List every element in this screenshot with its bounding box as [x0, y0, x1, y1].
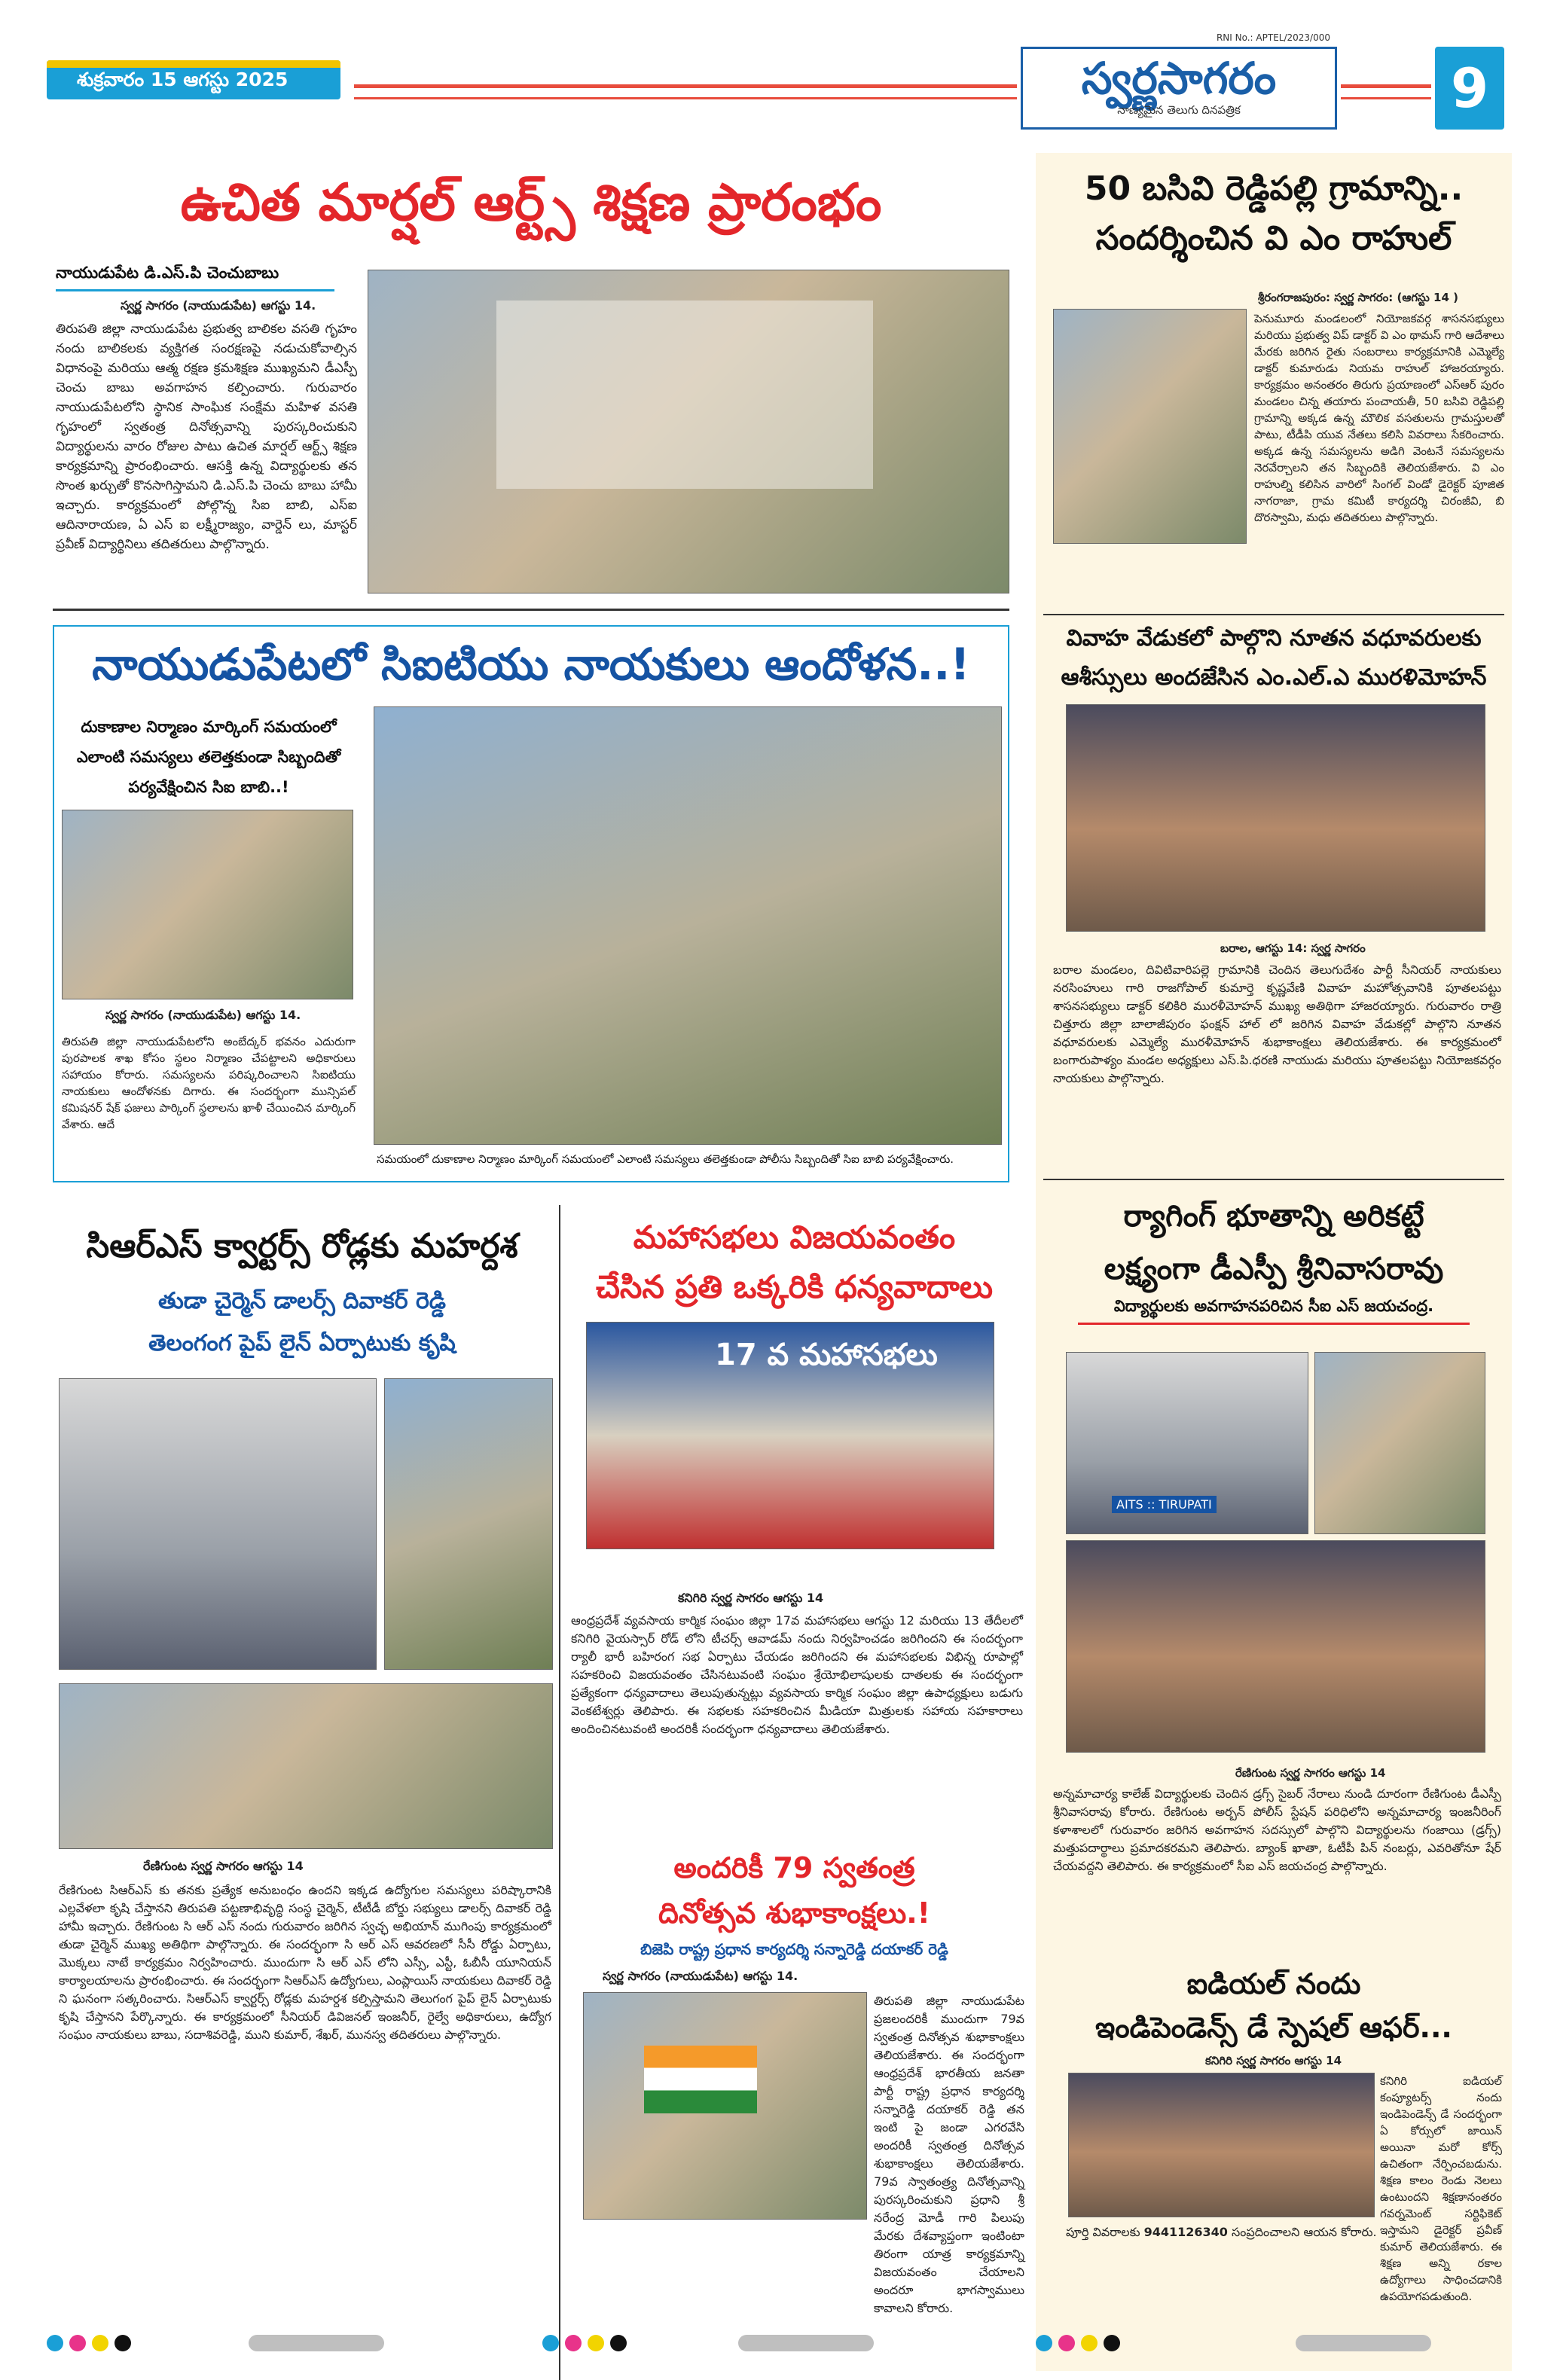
citu-body: తిరుపతి జిల్లా నాయుడుపేటలోని అంబేద్కర్ భవనం ఎదురుగా పురపాలక శాఖ కోసం స్థలం నిర్మాణం చేపట్టాలని అధికారులు సహాయం కోరారు. సమస్యలను పరిష్కరించాలని సిఐటియు నాయకులు ఆందోళనకు దిగారు. ఈ సందర్భంగా మున్సిపల్ కమిషనర్ షేక్ ఫజులు పార్కింగ్ స్థలాలను ఖాళీ చేయించిన మార్కింగ్ వేశారు. ఆదే: [62, 1035, 356, 1131]
ragging-headline: [1036, 1190, 1512, 1295]
citu-deck-line-1: దుకాణాల నిర్మాణం మార్కింగ్ సమయంలో: [81, 718, 337, 736]
village-headline-line-1: 50 బసివి రెడ్డిపల్లి గ్రామాన్ని..: [1084, 169, 1464, 208]
color-registration-mid: [542, 2335, 633, 2354]
martial-headline: ఉచిత మార్షల్ ఆర్ట్స్ శిక్షణ ప్రారంభం: [180, 173, 882, 233]
mahasabha-byline: కనిగిరి స్వర్ణ సాగరం ఆగస్టు 14: [678, 1591, 824, 1605]
date-bar: [47, 60, 340, 99]
greeting-photo: [583, 1992, 867, 2220]
crs-photo-office: [59, 1378, 377, 1670]
side-divider-1: [1043, 614, 1504, 615]
ideal-headline-line-2: ఇండిపెండెన్స్ డే స్పెషల్ ఆఫర్...: [1095, 2011, 1452, 2044]
flag-shape: [644, 2046, 757, 2113]
crs-deck-line-1: తుడా చైర్మెన్ డాలర్స్ దివాకర్ రెడ్డి: [158, 1288, 446, 1314]
wedding-headline-line-2: ఆశీస్సులు అందజేసిన ఎం.ఎల్.ఎ మురళిమోహన్: [1061, 664, 1487, 691]
page-number: 9: [1435, 47, 1504, 130]
ragging-photo-screen: [1066, 1352, 1308, 1534]
ideal-photo: [1068, 2073, 1375, 2217]
village-headline: [1036, 164, 1512, 264]
ragging-headline-line-1: ర్యాగింగ్ భూతాన్ని అరికట్టే: [1123, 1199, 1424, 1234]
cyan-dot: [1036, 2335, 1052, 2351]
masthead-tagline: నాణ్యమైన తెలుగు దినపత్రిక: [1117, 103, 1241, 117]
citu-photo-small: [62, 810, 353, 999]
village-body: పెనుమూరు మండలంలో నియోజకవర్గ శాసనసభ్యులు మరియు ప్రభుత్వ విప్ డాక్టర్ వి ఎం థామస్ గారి ఆదేశాలు మేరకు జరిగిన రైతు సంబరాలు కార్యక్రమానికి ఎమ్మెల్యే డాక్టర్ కుమారుడు నియమ రాహుల్ హాజరయ్యారు. కార్యక్రమం అనంతరం తిరుగు ప్రయాణంలో ఎస్ఆర్ పురం మండలం చిన్న తయారు పంచాయతీ, 50 బసివి రెడ్డిపల్లి గ్రామాన్ని అక్కడ ఉన్న మౌలిక వసతులను గ్రామస్తులతో పాటు, టీడీపి యువ నేతలు కలిసి వివరాలు సేకరించారు. అక్కడ ఉన్న సమస్యలను అడిగి వెంటనే సమస్యలను నెరవేర్చాలని తన సిబ్బందికి తెలియజేశారు. వి ఎం రాహుల్ని కలిసిన వారిలో సింగల్ విండో డైరెక్టర్ పూజిత నాగరాజా, గ్రామ కమిటీ కార్యదర్శి చిరంజీవి, బి దొరస్వామి, మధు తదితరులు పాల్గొన్నారు.: [1254, 312, 1504, 524]
wedding-headline: [1043, 619, 1504, 697]
side-divider-2: [1043, 1179, 1504, 1180]
grey-scale-bar-1: [249, 2335, 384, 2351]
ideal-contact-suffix: సంప్రదించాలని ఆయన కోరారు.: [1232, 2225, 1377, 2239]
wedding-headline-line-1: వివాహ వేడుకలో పాల్గొని నూతన వధూవరులకు: [1066, 625, 1482, 651]
deck-underline: [1078, 1323, 1470, 1325]
ideal-phone: 9441126340: [1143, 2225, 1228, 2239]
issue-date: శుక్రవారం 15 ఆగస్టు 2025: [77, 69, 289, 90]
greeting-body: తిరుపతి జిల్లా నాయుడుపేట ప్రజలందరికీ ముందుగా 79వ స్వతంత్ర దినోత్సవ శుభాకాంక్షలు తెలియజేశారు. ఈ సందర్భంగా ఆంధ్రప్రదేశ్ భారతీయ జనతా పార్టీ రాష్ట్ర ప్రధాన కార్యదర్శి సన్నారెడ్డి దయాకర్ రెడ్డి తన ఇంటి పై జండా ఎగరవేసి అందరికీ స్వతంత్ర దినోత్సవ శుభాకాంక్షలు తెలియజేశారు. 79వ స్వాతంత్ర్య దినోత్సవాన్ని పురస్కరించుకుని ప్రధాని శ్రీ నరేంద్ర మోడీ గారి పిలుపు మేరకు దేశవ్యాప్తంగా ఇంటింటా తిరంగా యాత్ర కార్యక్రమాన్ని విజయవంతం చేయాలని అందరూ భాగస్వాములు కావాలని కోరారు.: [874, 1994, 1024, 2315]
citu-headline: నాయుడుపేటలో సిఐటియు నాయకులు ఆందోళన..!: [92, 639, 970, 690]
screen-label: AITS :: TIRUPATI: [1112, 1496, 1217, 1513]
wedding-body: బరాల మండలం, దివిటివారిపల్లె గ్రామానికి చెందిన తెలుగుదేశం పార్టీ సీనియర్ నాయకులు నరసింహులు గారి రాజగోపాల్ కుమార్తె కృష్ణవేణి వివాహ మహోత్సవానికి పూతలపట్టు శాసనసభ్యులు డాక్టర్ కలికిరి మురళీమోహన్ ముఖ్య అతిథిగా హాజరయ్యారు. గురువారం రాత్రి చిత్తూరు జిల్లా బాలాజీపురం ఫంక్షన్ హాల్ లో జరిగిన వివాహ వేడుకల్లో పాల్గొని నూతన వధూవరులకు ఎమ్మెల్యే మురళీమోహన్ శుభాకాంక్షలు తెలియజేశారు. ఈ కార్యక్రమంలో బంగారుపాళ్యం మండల అధ్యక్షులు ఎస్.పి.ధరణి నాయుడు మరియు పూతలపట్టు నియోజకవర్గం నాయకులు పాల్గొన్నారు.: [1053, 963, 1501, 1085]
greeting-headline: [566, 1845, 1022, 1936]
ideal-headline-line-1: ఐడియల్ నందు: [1186, 1967, 1361, 2000]
grey-scale-bar-2: [738, 2335, 874, 2351]
mahasabha-body: ఆంధ్రప్రదేశ్ వ్యవసాయ కార్మిక సంఘం జిల్లా 17వ మహాసభలు ఆగస్టు 12 మరియు 13 తేదీలలో కనిగిరి వైయస్సార్ రోడ్ లోని టీచర్స్ ఆవాడమ్ నందు నిర్వహించడం జరిగిందని ఈ సందర్భంగా ర్యాలీ భారీ బహిరంగ సభ ఏర్పాటు చేయడం జరిగిందని ఈ మహాసభలకు విభిన్న రూపాల్లో సహకరించి విజయవంతం చేసినటువంటి సంఘం శ్రేయోభిలాషులకు దాతలకు ఈ సందర్భంగా ప్రత్యేకంగా ధన్యవాదాలు తెలుపుతున్నట్లు వ్యవసాయ కార్మిక సంఘం జిల్లా ఉపాధ్యక్షులు బడుగు వెంకటేశ్వర్లు తెలిపారు. ఈ సభలకు సహకరించిన మీడియా మిత్రులకు సహాయ సహకారాలు అందించినటువంటి అందరికీ సందర్భంగా ధన్యవాదాలు తెలియజేశారు.: [571, 1613, 1023, 1736]
kicker-underline: [56, 289, 334, 291]
yellow-dot: [588, 2335, 604, 2351]
wedding-byline: బరాల, ఆగస్టు 14: స్వర్ణ సాగరం: [1220, 941, 1366, 955]
ideal-byline: కనిగిరి స్వర్ణ సాగరం ఆగస్టు 14: [1205, 2054, 1342, 2067]
village-byline: శ్రీరంగరాజపురం: స్వర్ణ సాగరం: (ఆగస్టు 14 ): [1258, 291, 1458, 304]
ragging-byline: రేణిగుంట స్వర్ణ సాగరం ఆగస్టు 14: [1235, 1766, 1386, 1780]
grey-scale-bar-3: [1296, 2335, 1431, 2351]
crs-photo-tree: [384, 1378, 553, 1670]
black-dot: [1104, 2335, 1120, 2351]
ragging-headline-line-2: లక్ష్యంగా డీఎస్పీ శ్రీనివాసరావు: [1104, 1252, 1444, 1286]
masthead-title: స్వర్ణసాగరం: [1081, 53, 1277, 104]
ragging-photo-speaker: [1314, 1352, 1485, 1534]
header-rule-right: [1341, 84, 1431, 99]
martial-body: తిరుపతి జిల్లా నాయుడుపేట ప్రభుత్వ బాలికల వసతి గృహం నందు బాలికలకు వ్యక్తిగత సంరక్షణపై నడుచుకోవాల్సిన విధానంపై మరియు ఆత్మ రక్షణ క్రమశిక్షణ ముఖ్యమని డీఎస్పీ చెంచు బాబు అవగాహన కల్పించారు. గురువారం నాయుడుపేటలోని స్థానిక సాంఘిక సంక్షేమ మహిళ వసతి గృహంలో స్వతంత్ర దినోత్సవాన్ని పురస్కరించుకుని విద్యార్థులను వారం రోజుల పాటు ఉచిత మార్షల్ ఆర్ట్స్ శిక్షణ కార్యక్రమాన్ని ప్రారంభించారు. ఆసక్తి ఉన్న విద్యార్థులకు తన సొంత ఖర్చుతో కొనసాగిస్తామని డి.ఎస్.పి చెంచు బాబు హామీ ఇచ్చారు. కార్యక్రమంలో పోల్గొన్న సిఐ బాబి, ఎస్ఐ ఆదినారాయణ, ఏ ఎస్ ఐ లక్ష్మీరాజ్యం, వార్డెన్ లు, మాస్టర్ ప్రవీణ్ విద్యార్థినిలు తదితరులు పాల్గొన్నారు.: [56, 322, 357, 552]
magenta-dot: [565, 2335, 582, 2351]
greeting-from: బిజెపి రాష్ట్ర ప్రధాన కార్యదర్శి సన్నారెడ్డి దయాకర్ రెడ్డి: [640, 1940, 948, 1958]
black-dot: [114, 2335, 131, 2351]
citu-deck-line-3: పర్యవేక్షించిన సిఐ బాబి..!: [128, 778, 289, 796]
crs-deck-line-2: తెలంగంగ పైప్ లైన్ ఏర్పాటుకు కృషి: [148, 1330, 456, 1356]
ideal-headline: [1036, 1962, 1512, 2049]
mahasabha-headline: [566, 1213, 1022, 1312]
citu-deck-line-2: ఎలాంటి సమస్యలు తలెత్తకుండా సిబ్బందితో: [76, 748, 341, 766]
martial-kicker-text: నాయుడుపేట డి.ఎస్.పి చెంచుబాబు: [56, 264, 279, 282]
ragging-deck-text: విద్యార్థులకు అవగాహనపరిచిన సీఐ ఎస్ జయచంద్ర.: [1113, 1297, 1434, 1315]
greeting-line-1: అందరికీ 79 స్వతంత్ర: [673, 1851, 915, 1884]
magenta-dot: [69, 2335, 86, 2351]
wedding-photo: [1066, 704, 1485, 932]
citu-caption: సమయంలో దుకాణాల నిర్మాణం మార్కింగ్ సమయంలో ఎలాంటి సమస్యలు తలెత్తకుండా పోలీసు సిబ్బందితో సిఐ బాబి పర్యవేక్షించారు.: [377, 1152, 954, 1166]
martial-byline: స్వర్ణ సాగరం (నాయుడుపేట) ఆగస్టు 14.: [121, 298, 316, 313]
masthead: [1021, 32, 1337, 130]
cyan-dot: [47, 2335, 63, 2351]
black-dot: [610, 2335, 627, 2351]
citu-photo-large: [374, 706, 1002, 1145]
ideal-contact: [1066, 2223, 1503, 2241]
divider: [53, 609, 1009, 611]
masthead-registration: RNI No.: APTEL/2023/000: [1216, 32, 1330, 43]
mahasabha-headline-line-1: మహాసభలు విజయవంతం: [633, 1219, 956, 1256]
crs-body: రేణిగుంట సిఆర్ఎస్ కు తనకు ప్రత్యేక అనుబంధం ఉందని ఇక్కడ ఉద్యోగుల సమస్యలు పరిష్కారానికి ఎల్లవేళలా కృషి చేస్తానని తిరుపతి పట్టణాభివృద్ధి సంస్థ చైర్మెన్, టీటీడీ బోర్డు సభ్యులు డాలర్స్ దివాకర్ రెడ్డి హామీ ఇచ్చారు. రేణిగుంట సి ఆర్ ఎస్ నందు గురువారం జరిగిన స్వచ్ఛ అభియాన్ ముగింపు కార్యక్రమంలో తుడా చైర్మెన్ ముఖ్య అతిథిగా పాల్గొన్నారు. ఈ సందర్భంగా సి ఆర్ ఎస్ ఆవరణలో సీసీ రోడ్డు ఏర్పాటు, మొక్కలు నాటే కార్యక్రమం నిర్వహించారు. ముందుగా సి ఆర్ ఎస్ లోని ఎస్సీ, ఎస్టీ, ఓబీసీ యూనియన్ కార్యాలయాలను ప్రారంభించారు. ఈ సందర్భంగా సిఆర్ఎస్ ఉద్యోగులు, ఎంప్లాయిస్ నాయకులు దివాకర్ రెడ్డి ని ఘనంగా సత్కరించారు. సిఆర్ఎస్ క్వార్టర్స్ రోడ్లకు మహర్దశ కల్పిస్తామని తెలుగంగ పైప్ లైన్ ఏర్పాటుకు కృషి చేస్తానని పేర్కొన్నారు. ఈ కార్యక్రమంలో సీనియర్ డివిజనల్ ఇంజనీర్, రైల్వే అధికారులు, ఉద్యోగ సంఘం నాయకులు బాబు, సదాశివరెడ్డి, ముని కుమార్, శేఖర్, మునస్వ తదితరులు పాల్గొన్నారు.: [59, 1883, 551, 2042]
martial-kicker: [56, 264, 357, 291]
header-rule-left: [354, 84, 1017, 99]
village-headline-line-2: సందర్శించిన వి ఎం రాహుల్: [1095, 219, 1452, 258]
cyan-dot: [542, 2335, 559, 2351]
crs-deck: [53, 1280, 551, 1365]
ideal-body: కనిగిరి ఐడియల్ కంప్యూటర్స్ నందు ఇండిపెండెన్స్ డే సందర్భంగా ఏ కోర్సులో జాయిన్ అయినా మరో కోర్స్ ఉచితంగా నేర్పించబడును. శిక్షణ కాలం రెండు నెలలు ఉంటుందని శిక్షణానంతరం గవర్నమెంట్ సర్టిఫికెట్ ఇస్తామని డైరెక్టర్ ప్రవీణ్ కుమార్ తెలియజేశారు. ఈ శిక్షణ అన్ని రకాల ఉద్యోగాలు సాధించడానికి ఉపయోగపడుతుంది.: [1380, 2074, 1502, 2303]
ragging-photo-audience: [1066, 1540, 1485, 1753]
yellow-dot: [92, 2335, 108, 2351]
ideal-contact-label: పూర్తి వివరాలకు: [1066, 2225, 1140, 2239]
greeting-byline: స్వర్ణ సాగరం (నాయుడుపేట) ఆగస్టు 14.: [603, 1969, 798, 1983]
village-photo: [1053, 309, 1247, 544]
citu-deck: [62, 712, 356, 802]
mahasabha-photo: [586, 1322, 994, 1549]
crs-byline: రేణిగుంట స్వర్ణ సాగరం ఆగస్టు 14: [143, 1859, 304, 1873]
color-registration-left: [47, 2335, 137, 2354]
yellow-dot: [1081, 2335, 1098, 2351]
banner-shape: [496, 301, 873, 489]
stage-banner-text: 17 వ మహాసభలు: [715, 1338, 938, 1372]
color-registration-right: [1036, 2335, 1126, 2354]
magenta-dot: [1058, 2335, 1075, 2351]
ragging-deck: [1043, 1297, 1504, 1325]
ragging-body: అన్నమాచార్య కాలేజ్ విద్యార్థులకు చెందిన డ్రగ్స్ సైబర్ నేరాలు నుండి దూరంగా రేణిగుంట డీఎస్పీ శ్రీనివాసరావు కోరారు. రేణిగుంట అర్బన్ పోలీస్ స్టేషన్ పరిధిలోని అన్నమాచార్య ఇంజనీరింగ్ కళాశాలలో గురువారం జరిగిన అవగాహన సదస్సులో పాల్గొని విద్యార్థులను గంజాయి (డ్రగ్స్) మత్తుపదార్థాలు ప్రమాదకరమని తెలిపారు. బ్యాంక్ ఖాతా, ఓటీపీ పిన్ నంబర్లు, ఎవరితోనూ షేర్ చేయవద్దని తెలిపారు. ఈ కార్యక్రమంలో సీఐ ఎస్ జయచంద్ర పాల్గొన్నారు.: [1053, 1787, 1501, 1873]
crs-photo-group: [59, 1683, 553, 1849]
greeting-line-2: దినోత్సవ శుభాకాంక్షలు.!: [658, 1896, 930, 1930]
column-divider: [559, 1205, 560, 2380]
crs-headline: సిఆర్ఎస్ క్వార్టర్స్ రోడ్లకు మహర్దశ: [86, 1227, 518, 1265]
citu-byline: స్వర్ణ సాగరం (నాయుడుపేట) ఆగస్టు 14.: [105, 1008, 301, 1022]
mahasabha-headline-line-2: చేసిన ప్రతి ఒక్కరికి ధన్యవాదాలు: [595, 1268, 994, 1305]
martial-photo: [368, 270, 1009, 593]
